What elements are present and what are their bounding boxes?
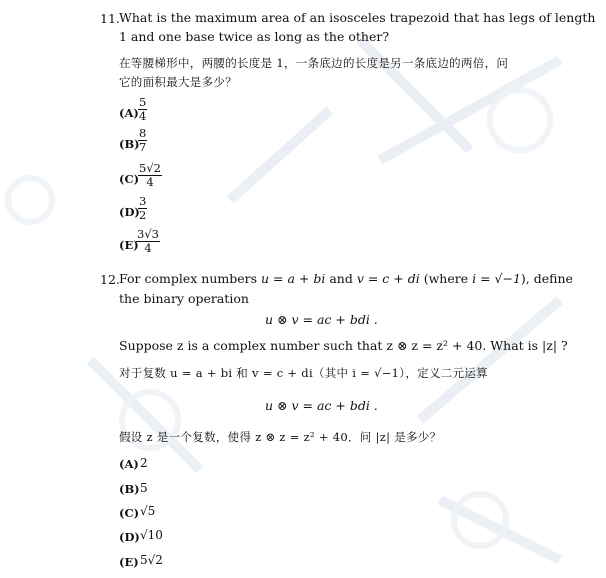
q11-choice-d-den: 2 xyxy=(139,208,147,222)
q11-choice-c-fraction xyxy=(138,162,162,189)
q12-choice-b-value: 5 xyxy=(140,481,148,495)
q12-text-line2: the binary operation xyxy=(119,291,249,306)
q12-formula: u ⊗ v = ac + bdi . xyxy=(265,312,378,327)
q11-choice-e-num: 3√3 xyxy=(137,227,159,241)
q12-v-def: v = c + di xyxy=(356,271,420,286)
q11-choice-b-num: 8 xyxy=(139,126,147,140)
q12-cn-line1: 对于复数 u = a + bi 和 v = c + di（其中 i = √−1），定义二元运算 xyxy=(119,366,488,380)
q11-cn-line2: 它的面积最大是多少？ xyxy=(119,75,237,89)
q12-choice-d-label: (D) xyxy=(119,530,140,544)
q11-text-line2: 1 and one base twice as long as the other? xyxy=(119,29,390,44)
q12-where: (where xyxy=(423,271,469,286)
q11-choice-a-fraction xyxy=(138,96,147,123)
q12-choice-b-label: (B) xyxy=(119,482,140,496)
q11-choice-b-den: 7 xyxy=(139,140,147,154)
q12-text-line1 xyxy=(119,269,573,288)
q12-choice-c-value: √5 xyxy=(140,504,156,518)
q12-choice-a-value: 2 xyxy=(140,456,148,470)
q11-choice-a-den: 4 xyxy=(139,109,147,123)
q11-choice-e-label: (E) xyxy=(119,238,139,252)
q12-cn-suppose: 假设 z 是一个复数，使得 z ⊗ z = z² + 40．问 |z| 是多少？ xyxy=(119,430,442,444)
q12-choice-c-label: (C) xyxy=(119,506,140,520)
q12-suppose: Suppose z is a complex number such that z ⊗ z = z² + 40. What is |z| ? xyxy=(119,338,568,353)
q12-u-def: u = a + bi xyxy=(261,271,326,286)
q11-choice-d-fraction xyxy=(138,195,147,222)
q11-choice-c-num: 5√2 xyxy=(139,161,161,175)
q12-i-def: i = √−1 xyxy=(472,271,521,286)
q11-choice-c-den: 4 xyxy=(146,175,154,189)
q12-text-a: For complex numbers xyxy=(119,271,258,286)
q12-number: 12. xyxy=(100,272,120,287)
q12-choice-a-label: (A) xyxy=(119,457,139,471)
q12-choice-e-value: 5√2 xyxy=(140,553,163,567)
q12-cn-formula: u ⊗ v = ac + bdi . xyxy=(265,398,378,413)
q11-cn-line1: 在等腰梯形中，两腰的长度是 1，一条底边的长度是另一条底边的两倍，问 xyxy=(119,56,509,70)
q11-choice-d-num: 3 xyxy=(139,194,147,208)
q12-and: and xyxy=(329,271,353,286)
q11-choice-a-num: 5 xyxy=(139,95,147,109)
q11-choice-c-label: (C) xyxy=(119,172,140,186)
q11-choice-b-label: (B) xyxy=(119,137,140,151)
q11-text-line1: What is the maximum area of an isosceles trapezoid that has legs of length xyxy=(119,10,596,25)
q11-number: 11. xyxy=(100,11,120,26)
q11-choice-b-fraction xyxy=(138,127,147,154)
q12-choice-e-label: (E) xyxy=(119,555,139,569)
q12-define: ), define xyxy=(520,271,573,286)
q11-choice-d-label: (D) xyxy=(119,205,140,219)
q11-choice-e-fraction xyxy=(136,228,160,255)
q11-choice-e-den: 4 xyxy=(144,241,152,255)
q11-choice-a-label: (A) xyxy=(119,106,139,120)
q12-choice-d-value: √10 xyxy=(140,528,163,542)
